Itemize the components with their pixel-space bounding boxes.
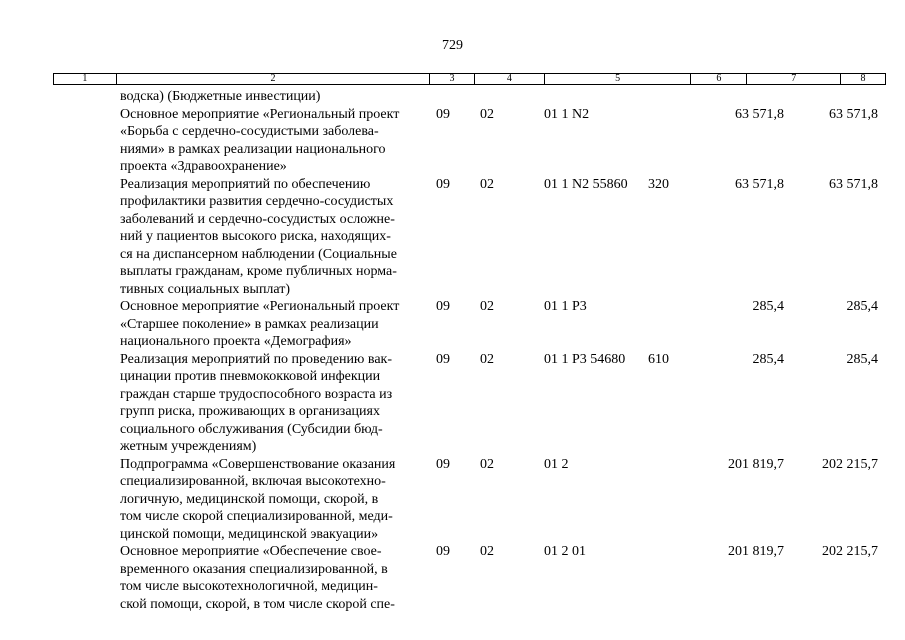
row-section: 09 xyxy=(436,544,450,559)
row-amount-col8: 285,4 xyxy=(846,351,878,367)
row-target-article: 01 2 01 xyxy=(544,544,586,559)
table-header-row xyxy=(53,73,886,85)
row-description: Подпрограмма «Совершенствование оказания специализированной, включая высокотехно- логичную, медицинской помощи, скорой, в том числе скорой специализированной, меди- цинской помощи, медицинской эвакуации» xyxy=(120,456,396,542)
column-header-6: 6 xyxy=(691,74,747,84)
table-row xyxy=(0,298,905,351)
row-section: 09 xyxy=(436,106,450,122)
row-subsection: 02 xyxy=(480,544,494,559)
row-target-article: 01 1 P3 xyxy=(544,299,587,314)
row-description: Реализация мероприятий по обеспечению профилактики развития сердечно-сосудистых заболеваний и сердечно-сосудистых осложне- ний у пациентов высокого риска, находящих- ся на диспансерном наблюдении (Социальные выплаты гражданам, кроме публичных норма- тивных социальных выплат) xyxy=(120,176,397,297)
table-row xyxy=(0,176,905,299)
row-subsection: 02 xyxy=(480,176,494,192)
row-target-article: 01 1 P3 54680 xyxy=(544,351,626,367)
row-subsection: 02 xyxy=(480,299,494,314)
row-section: 09 xyxy=(436,456,450,472)
table-row xyxy=(0,351,905,456)
row-section: 09 xyxy=(436,176,450,192)
row-description: Основное мероприятие «Региональный проект «Борьба с сердечно-сосудистыми заболева- ниями» в рамках реализации национального проекта «Здравоохранение» xyxy=(120,106,400,174)
column-header-2: 2 xyxy=(117,74,430,84)
column-header-7: 7 xyxy=(747,74,841,84)
row-description: Основное мероприятие «Обеспечение свое- временного оказания специализированной, в том числе высокотехнологичной, медицин- ской помощи, скорой, в том числе скорой спе- xyxy=(120,544,395,612)
row-amount-col8: 285,4 xyxy=(846,299,878,314)
row-description: Реализация мероприятий по проведению вак- цинации против пневмококковой инфекции граждан старше трудоспособного возраста из групп риска, проживающих в организациях социального обслуживания (Субсидии бюд- жетным учреждениям) xyxy=(120,351,393,454)
table-row xyxy=(0,106,905,176)
row-amount-col8: 202 215,7 xyxy=(822,544,878,559)
row-description: Основное мероприятие «Региональный проект «Старшее поколение» в рамках реализации национального проекта «Демография» xyxy=(120,299,400,349)
row-amount-col7: 285,4 xyxy=(752,351,784,367)
table-row xyxy=(0,88,905,106)
row-amount-col8: 63 571,8 xyxy=(829,106,878,122)
page-number: 729 xyxy=(442,38,463,53)
row-section: 09 xyxy=(436,299,450,314)
row-amount-col8: 202 215,7 xyxy=(822,456,878,472)
row-amount-col8: 63 571,8 xyxy=(829,176,878,192)
column-header-8: 8 xyxy=(860,73,866,84)
row-subsection: 02 xyxy=(480,106,494,122)
table-row xyxy=(0,543,905,613)
column-header-3: 3 xyxy=(430,74,475,84)
table-row xyxy=(0,456,905,544)
row-amount-col7: 63 571,8 xyxy=(735,176,784,192)
row-target-article: 01 2 xyxy=(544,456,569,472)
row-target-article: 01 1 N2 55860 xyxy=(544,176,628,192)
row-description: водска) (Бюджетные инвестиции) xyxy=(120,89,321,104)
row-subsection: 02 xyxy=(480,351,494,367)
row-amount-col7: 201 819,7 xyxy=(728,456,784,472)
row-expense-type: 610 xyxy=(648,351,669,367)
row-amount-col7: 63 571,8 xyxy=(735,106,784,122)
row-target-article: 01 1 N2 xyxy=(544,106,590,122)
column-header-1: 1 xyxy=(54,74,117,84)
row-section: 09 xyxy=(436,351,450,367)
column-header-5: 5 xyxy=(545,74,692,84)
row-expense-type: 320 xyxy=(648,176,669,192)
row-amount-col7: 201 819,7 xyxy=(728,544,784,559)
budget-table-body xyxy=(0,88,905,613)
row-amount-col7: 285,4 xyxy=(752,299,784,314)
column-header-4: 4 xyxy=(475,74,545,84)
row-subsection: 02 xyxy=(480,456,494,472)
